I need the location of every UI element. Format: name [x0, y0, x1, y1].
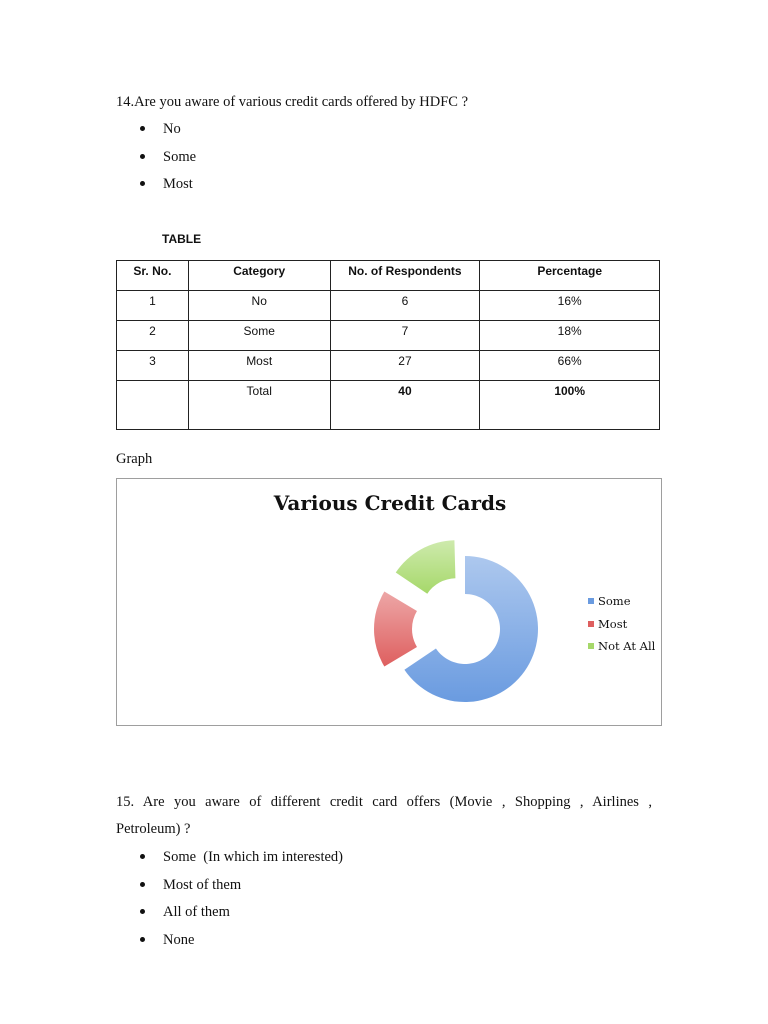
chart-legend [588, 594, 655, 662]
table-row [117, 291, 660, 321]
legend-label: Some [598, 594, 631, 608]
legend-swatch [588, 621, 594, 627]
cell-respondents: 27 [330, 351, 480, 381]
cell-percentage: 18% [480, 321, 660, 351]
bullet-icon [140, 126, 145, 131]
cell-category: Most [188, 351, 330, 381]
header-percentage: Percentage [480, 261, 660, 291]
option-item [116, 847, 343, 875]
table-total-row [117, 381, 660, 430]
respondents-table [116, 260, 660, 430]
legend-label: Most [598, 616, 628, 631]
option-item [116, 119, 196, 147]
bullet-icon [140, 909, 145, 914]
table-label: TABLE [162, 232, 202, 246]
cell-sr-no: 1 [117, 291, 189, 321]
donut-slice-not-at-all [396, 540, 456, 593]
legend-swatch [588, 598, 594, 604]
option-label: All of them [163, 904, 230, 921]
header-sr-no: Sr. No. [117, 261, 189, 291]
cell-category: Some [188, 321, 330, 351]
option-item [116, 875, 343, 903]
bullet-icon [140, 882, 145, 887]
table-row [117, 351, 660, 381]
legend-label: Not At All [598, 639, 656, 653]
option-label: Some (In which im interested) [163, 849, 343, 865]
question-14-title: 14.Are you aware of various credit cards offered by HDFC ? [116, 94, 469, 110]
question-15-title-line2: Petroleum) ? [116, 821, 191, 837]
question-14-options [116, 119, 196, 202]
cell-sr-no: 2 [117, 321, 189, 351]
option-label: None [163, 932, 195, 949]
option-item [116, 902, 343, 930]
legend-item-most [588, 617, 655, 640]
question-15-title-line1: 15. Are you aware of different credit card offers (Movie , Shopping , Airlines , [116, 794, 652, 810]
option-item [116, 147, 196, 175]
cell-respondents: 6 [330, 291, 480, 321]
cell-percentage: 66% [480, 351, 660, 381]
cell-category: No [188, 291, 330, 321]
bullet-icon [140, 154, 145, 159]
question-15-options [116, 847, 343, 958]
legend-item-not-at-all [588, 639, 655, 662]
legend-item-some [588, 594, 655, 617]
donut-slice-most [374, 592, 417, 667]
option-label: Most of them [163, 876, 242, 893]
header-category: Category [188, 261, 330, 291]
option-label: Most [163, 176, 193, 193]
bullet-icon [140, 937, 145, 942]
option-item [116, 930, 343, 958]
option-label: No [163, 121, 181, 137]
graph-label: Graph [116, 451, 153, 467]
option-label: Some [163, 148, 197, 165]
donut-chart [116, 478, 662, 726]
table-row [117, 321, 660, 351]
option-item [116, 174, 196, 202]
donut-svg [117, 479, 663, 727]
cell-total-empty [117, 381, 189, 430]
cell-sr-no: 3 [117, 351, 189, 381]
legend-swatch [588, 643, 594, 649]
cell-total-label: Total [188, 381, 330, 430]
cell-percentage: 16% [480, 291, 660, 321]
header-respondents: No. of Respondents [330, 261, 480, 291]
cell-total-respondents: 40 [330, 381, 480, 430]
cell-respondents: 7 [330, 321, 480, 351]
chart-title: Various Credit Cards [273, 491, 507, 515]
bullet-icon [140, 854, 145, 859]
cell-total-percentage: 100% [480, 381, 660, 430]
table-header-row [117, 261, 660, 291]
bullet-icon [140, 181, 145, 186]
